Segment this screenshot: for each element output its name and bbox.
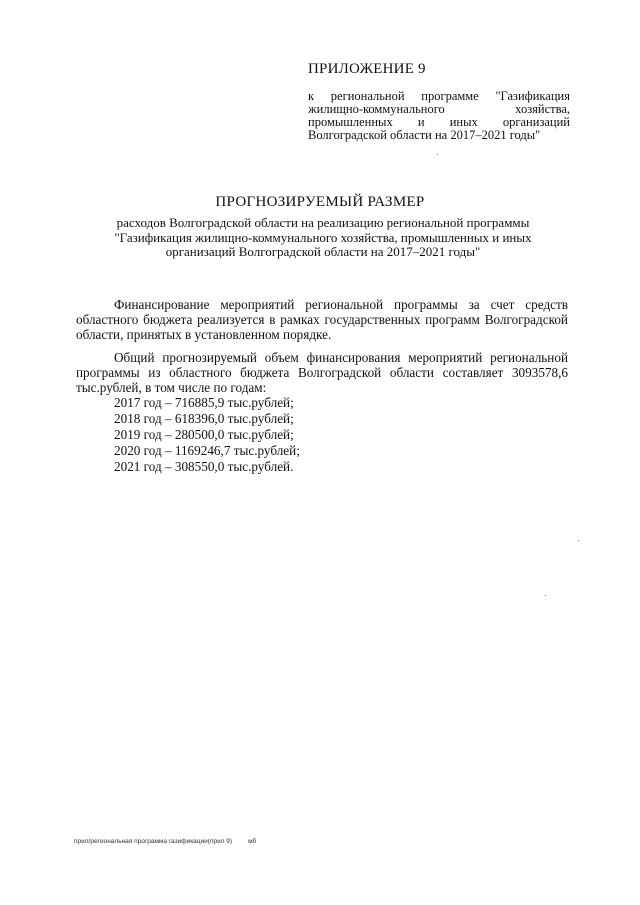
scan-speck <box>437 154 438 155</box>
year-item-2018: 2018 год – 618396,0 тыс.рублей; <box>114 411 294 426</box>
appendix-header <box>308 60 570 142</box>
scan-speck <box>578 540 579 541</box>
appendix-reference-text: к региональной программе "Газификация жилищно-коммунального хозяйства, промышленных и иных организаций Волгоградской области на 2017–2021 годы" <box>308 89 570 142</box>
footer-file-path: прил/региональная программа газификации(прил 9) <box>74 838 233 845</box>
year-item-2021: 2021 год – 308550,0 тыс.рублей. <box>114 459 294 474</box>
yearly-amounts-list <box>76 395 568 475</box>
footer-file-reference <box>74 838 256 845</box>
year-item-2019: 2019 год – 280500,0 тыс.рублей; <box>114 427 294 442</box>
footer-author-code: мб <box>248 838 257 845</box>
scan-speck <box>545 595 546 596</box>
document-title: ПРОГНОЗИРУЕМЫЙ РАЗМЕР <box>215 194 425 210</box>
body-paragraph-financing: Финансирование мероприятий региональной программы за счет средств областного бюджета реализуется в рамках государственных программ Волгоградской области, принятых в установленном порядке. <box>76 297 568 342</box>
body-paragraph-total: Общий прогнозируемый объем финансирования мероприятий региональной программы из областного бюджета Волгоградской области составляет 3093578,6 тыс.рублей, в том числе по годам: <box>76 350 568 395</box>
document-subtitle: расходов Волгоградской области на реализацию региональной программы "Газификация жилищно-коммунального хозяйства, промышленных и иных организаций Волгоградской области на 2017–2021 годы" <box>114 215 532 259</box>
year-item-2020: 2020 год – 1169246,7 тыс.рублей; <box>114 443 300 458</box>
appendix-title: ПРИЛОЖЕНИЕ 9 <box>308 61 426 77</box>
document-body <box>76 297 568 475</box>
year-item-2017: 2017 год – 716885,9 тыс.рублей; <box>114 395 294 410</box>
